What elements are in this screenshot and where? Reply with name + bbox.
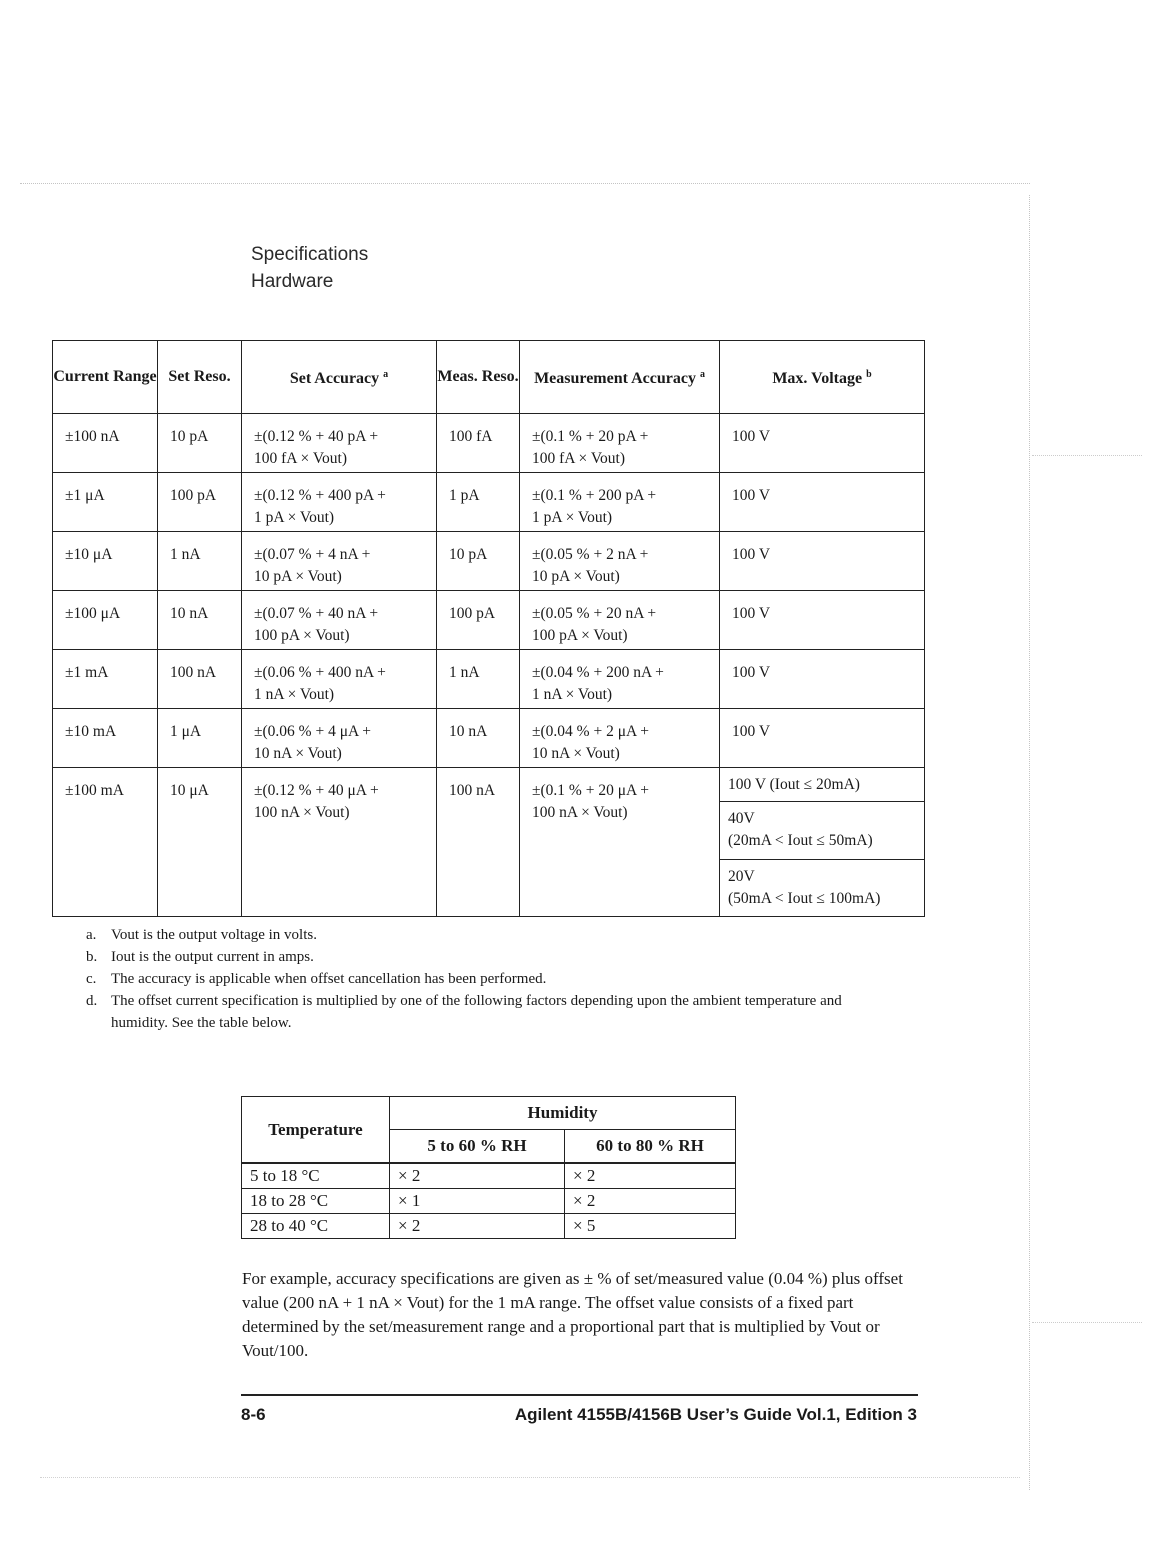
set-reso-cell: 100 pA xyxy=(170,487,217,504)
factor-cell: × 1 xyxy=(390,1189,565,1214)
max-voltage-tier: 20V (50mA < Iout ≤ 100mA) xyxy=(728,868,881,907)
table-row xyxy=(53,591,925,650)
set-reso-cell: 10 μA xyxy=(170,782,209,799)
footnote: c. The accuracy is applicable when offset cancellation has been performed. xyxy=(86,971,547,987)
col-header-current-range: Current Range xyxy=(53,341,158,414)
set-reso-cell: 1 μA xyxy=(170,723,202,740)
header-section: Specifications xyxy=(251,244,369,265)
table-row xyxy=(53,709,925,768)
table-header-row xyxy=(242,1097,736,1130)
document-title: Agilent 4155B/4156B User’s Guide Vol.1, Edition 3 xyxy=(514,1405,917,1424)
meas-accuracy-cell: ±(0.05 % + 20 nA + 100 pA × Vout) xyxy=(532,605,657,644)
footer-rule xyxy=(241,1394,918,1396)
max-voltage-split-cell xyxy=(720,768,925,917)
meas-accuracy-cell: ±(0.1 % + 20 μA + 100 nA × Vout) xyxy=(532,782,649,821)
col-header-set-reso: Set Reso. xyxy=(158,341,242,414)
max-voltage-cell: 100 V xyxy=(732,723,771,740)
scan-mark xyxy=(1032,1322,1142,1323)
max-voltage-tier: 40V (20mA < Iout ≤ 50mA) xyxy=(720,802,924,860)
set-accuracy-cell: ±(0.12 % + 40 pA + 100 fA × Vout) xyxy=(254,428,379,467)
current-range-spec-table xyxy=(52,340,925,917)
max-voltage-cell: 100 V xyxy=(732,487,771,504)
col-header-set-accuracy: Set Accuracy $^a$ xyxy=(242,341,437,414)
meas-accuracy-cell: ±(0.1 % + 20 pA + 100 fA × Vout) xyxy=(532,428,649,467)
meas-reso-cell: 10 pA xyxy=(449,546,488,563)
col-header-max-voltage: Max. Voltage $^b$ xyxy=(720,341,925,414)
running-header xyxy=(251,241,368,295)
meas-reso-cell: 10 nA xyxy=(449,723,488,740)
factor-cell: × 2 xyxy=(390,1214,565,1239)
set-reso-cell: 100 nA xyxy=(170,664,217,681)
range-cell: ±100 nA xyxy=(65,428,120,445)
scan-border-top xyxy=(20,183,1030,184)
scan-border-bottom xyxy=(40,1477,1020,1478)
table-row xyxy=(242,1189,736,1214)
meas-reso-cell: 100 fA xyxy=(449,428,493,445)
table-row xyxy=(242,1163,736,1189)
temperature-cell: 18 to 28 °C xyxy=(242,1189,390,1214)
table-header-row xyxy=(53,341,925,414)
set-accuracy-cell: ±(0.07 % + 40 nA + 100 pA × Vout) xyxy=(254,605,379,644)
meas-accuracy-cell: ±(0.04 % + 200 nA + 1 nA × Vout) xyxy=(532,664,664,703)
table-footnotes xyxy=(86,924,886,1034)
range-cell: ±1 mA xyxy=(65,664,109,681)
max-voltage-tier: 100 V (Iout ≤ 20mA) xyxy=(720,768,924,802)
table-row xyxy=(242,1214,736,1239)
meas-reso-cell: 100 pA xyxy=(449,605,496,622)
range-cell: ±10 μA xyxy=(65,546,113,563)
set-accuracy-cell: ±(0.06 % + 400 nA + 1 nA × Vout) xyxy=(254,664,386,703)
humidity-factor-table xyxy=(241,1096,736,1239)
factor-cell: × 2 xyxy=(565,1163,736,1189)
table-row xyxy=(53,473,925,532)
range-cell: ±100 mA xyxy=(65,782,124,799)
col-header-meas-accuracy: Measurement Accuracy $^a$ xyxy=(520,341,720,414)
set-reso-cell: 10 pA xyxy=(170,428,209,445)
set-accuracy-cell: ±(0.07 % + 4 nA + 10 pA × Vout) xyxy=(254,546,371,585)
set-reso-cell: 10 nA xyxy=(170,605,209,622)
meas-accuracy-cell: ±(0.05 % + 2 nA + 10 pA × Vout) xyxy=(532,546,649,585)
range-cell: ±1 μA xyxy=(65,487,105,504)
header-subsection: Hardware xyxy=(251,271,334,292)
page-number: 8-6 xyxy=(241,1405,266,1424)
example-paragraph: For example, accuracy specifications are given as ± % of set/measured value (0.04 %) plus offset value (200 nA + 1 nA × Vout) for the 1 mA range. The offset value consists of a fixed part determined by the set/measurement range and a proportional part that is multiplied by Vout or Vout/100. xyxy=(242,1269,903,1360)
scan-mark xyxy=(1032,455,1142,456)
meas-accuracy-cell: ±(0.1 % + 200 pA + 1 pA × Vout) xyxy=(532,487,657,526)
meas-reso-cell: 1 nA xyxy=(449,664,480,681)
set-accuracy-cell: ±(0.12 % + 40 μA + 100 nA × Vout) xyxy=(254,782,379,821)
factor-cell: × 5 xyxy=(565,1214,736,1239)
table-row xyxy=(53,650,925,709)
temperature-cell: 28 to 40 °C xyxy=(242,1214,390,1239)
max-voltage-cell: 100 V xyxy=(732,605,771,622)
footnote: a. Vout is the output voltage in volts. xyxy=(86,927,317,943)
meas-reso-cell: 100 nA xyxy=(449,782,496,799)
table-row xyxy=(53,768,925,917)
table-row xyxy=(53,414,925,473)
factor-cell: × 2 xyxy=(390,1163,565,1189)
footnote: b. Iout is the output current in amps. xyxy=(86,949,314,965)
meas-accuracy-cell: ±(0.04 % + 2 μA + 10 nA × Vout) xyxy=(532,723,649,762)
table-row xyxy=(53,532,925,591)
max-voltage-cell: 100 V xyxy=(732,428,771,445)
col-header-meas-reso: Meas. Reso. xyxy=(437,341,520,414)
col-header-humidity: Humidity xyxy=(390,1097,736,1130)
col-header-rh-high: 60 to 80 % RH xyxy=(565,1130,736,1164)
set-reso-cell: 1 nA xyxy=(170,546,201,563)
col-header-temperature: Temperature xyxy=(242,1097,390,1164)
set-accuracy-cell: ±(0.12 % + 400 pA + 1 pA × Vout) xyxy=(254,487,386,526)
temperature-cell: 5 to 18 °C xyxy=(242,1163,390,1189)
meas-reso-cell: 1 pA xyxy=(449,487,480,504)
max-voltage-cell: 100 V xyxy=(732,664,771,681)
set-accuracy-cell: ±(0.06 % + 4 μA + 10 nA × Vout) xyxy=(254,723,371,762)
range-cell: ±10 mA xyxy=(65,723,117,740)
col-header-rh-low: 5 to 60 % RH xyxy=(390,1130,565,1164)
footnote: d. The offset current specification is multiplied by one of the following factors depending upon the ambient temperature and humidity. See the table below. xyxy=(86,993,842,1031)
max-voltage-cell: 100 V xyxy=(732,546,771,563)
range-cell: ±100 μA xyxy=(65,605,121,622)
scan-border-right xyxy=(1029,195,1030,1490)
factor-cell: × 2 xyxy=(565,1189,736,1214)
